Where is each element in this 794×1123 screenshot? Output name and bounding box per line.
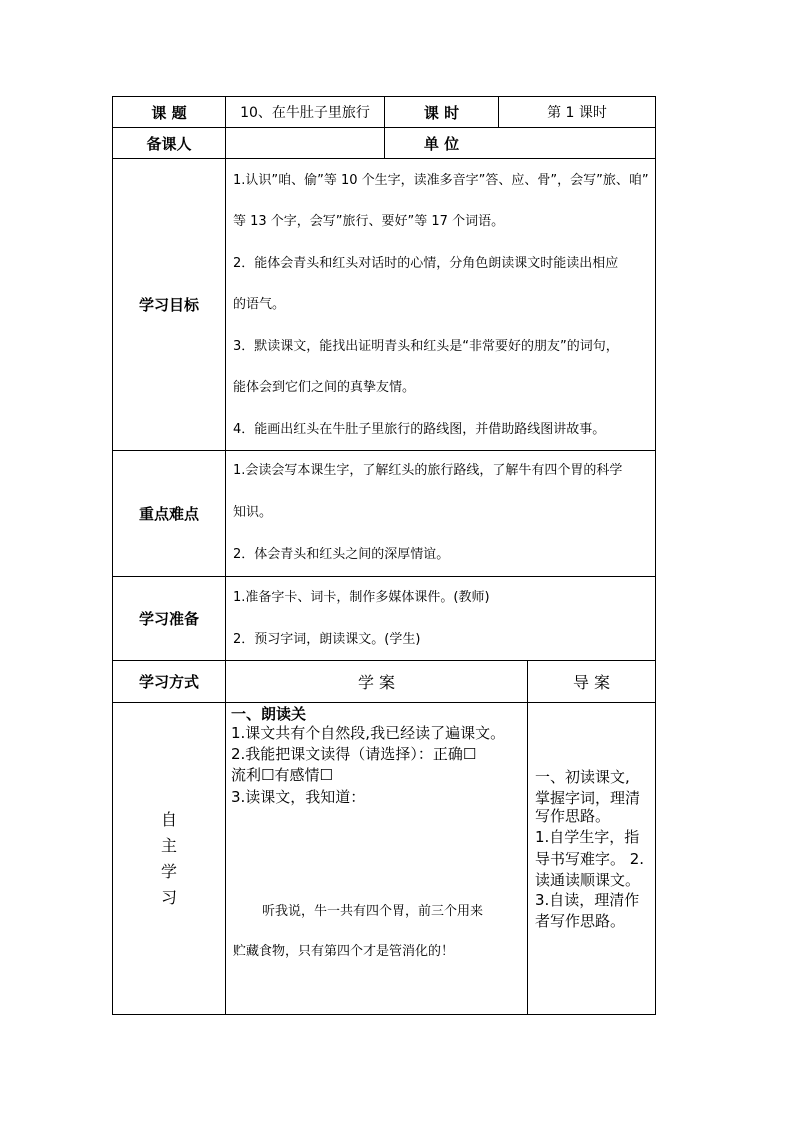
preparation-line: 1.准备字卡、词卡，制作多媒体课件。(教师) (233, 590, 490, 605)
preparation-label: 学习准备 (138, 610, 199, 628)
key-points-label: 重点难点 (138, 505, 199, 523)
guide-line: 写作思路。 (535, 807, 611, 825)
table-border-right (655, 96, 656, 1015)
self-study-char: 主 (160, 835, 177, 855)
self-study-char: 自 (160, 809, 177, 829)
guide-column-header: 导 案 (572, 673, 611, 692)
method-label: 学习方式 (138, 673, 199, 691)
preparation-line: 2．预习字词，朗读课文。(学生) (233, 632, 421, 647)
column-divider (527, 660, 528, 1015)
guide-line: 者写作思路。 (535, 912, 626, 930)
goals-label: 学习目标 (138, 296, 199, 314)
guide-line: 一、初读课文, (535, 768, 630, 786)
self-study-char: 学 (160, 861, 177, 881)
key-points-line: 1.会读会写本课生字，了解红头的旅行路线，了解牛有四个胃的科学 (233, 463, 623, 478)
guide-line: 导书写难字。 2. (535, 850, 645, 868)
plan-line: 1.课文共有个自然段,我已经读了遍课文。 (231, 724, 506, 742)
guide-line: 3.自读，理清作 (535, 891, 640, 909)
topic-label: 课 题 (151, 103, 187, 122)
table-border-bottom (112, 1014, 656, 1015)
topic-value: 10、在牛肚子里旅行 (240, 105, 370, 121)
plan-line: 流利☐有感情☐ (231, 766, 333, 784)
plan-line: 3.读课文，我知道： (231, 788, 366, 806)
preparer-label: 备课人 (146, 134, 192, 153)
plan-line: 2.我能把课文读得（请选择）：正确☐ (231, 745, 477, 763)
goals-line: 2．能体会青头和红头对话时的心情，分角色朗读课文时能读出相应 (233, 256, 619, 271)
column-divider (225, 96, 226, 1015)
guide-line: 读通读顺课文。 (535, 871, 641, 889)
plan-quote-line: 贮藏食物，只有第四个才是管消化的！ (233, 944, 455, 959)
self-study-label (113, 703, 225, 1014)
goals-line: 能体会到它们之间的真挚友情。 (233, 380, 416, 395)
plan-column-header: 学 案 (357, 673, 396, 692)
preparer-value (226, 128, 384, 158)
goals-line: 4．能画出红头在牛肚子里旅行的路线图，并借助路线图讲故事。 (233, 422, 606, 437)
goals-line: 等 13 个字，会写”旅行、要好”等 17 个词语。 (233, 214, 505, 229)
self-study-char: 习 (160, 887, 177, 907)
guide-line: 掌握字词，理清 (535, 789, 641, 807)
goals-line: 的语气。 (233, 297, 286, 312)
unit-value (499, 128, 655, 158)
plan-section-title: 一、朗读关 (231, 705, 307, 723)
period-label: 课 时 (423, 103, 460, 122)
goals-line: 3．默读课文，能找出证明青头和红头是“非常要好的朋友”的词句， (233, 339, 619, 354)
plan-quote-line: 听我说，牛一共有四个胃，前三个用来 (262, 904, 484, 919)
period-value: 第 1 课时 (547, 105, 607, 121)
goals-line: 1.认识”咱、偷”等 10 个生字，读准多音字”答、应、骨”，会写”旅、咱” (233, 173, 649, 188)
unit-label: 单 位 (423, 134, 460, 153)
key-points-line: 知识。 (233, 505, 273, 520)
key-points-line: 2．体会青头和红头之间的深厚情谊。 (233, 547, 450, 562)
guide-line: 1.自学生字，指 (535, 828, 640, 846)
